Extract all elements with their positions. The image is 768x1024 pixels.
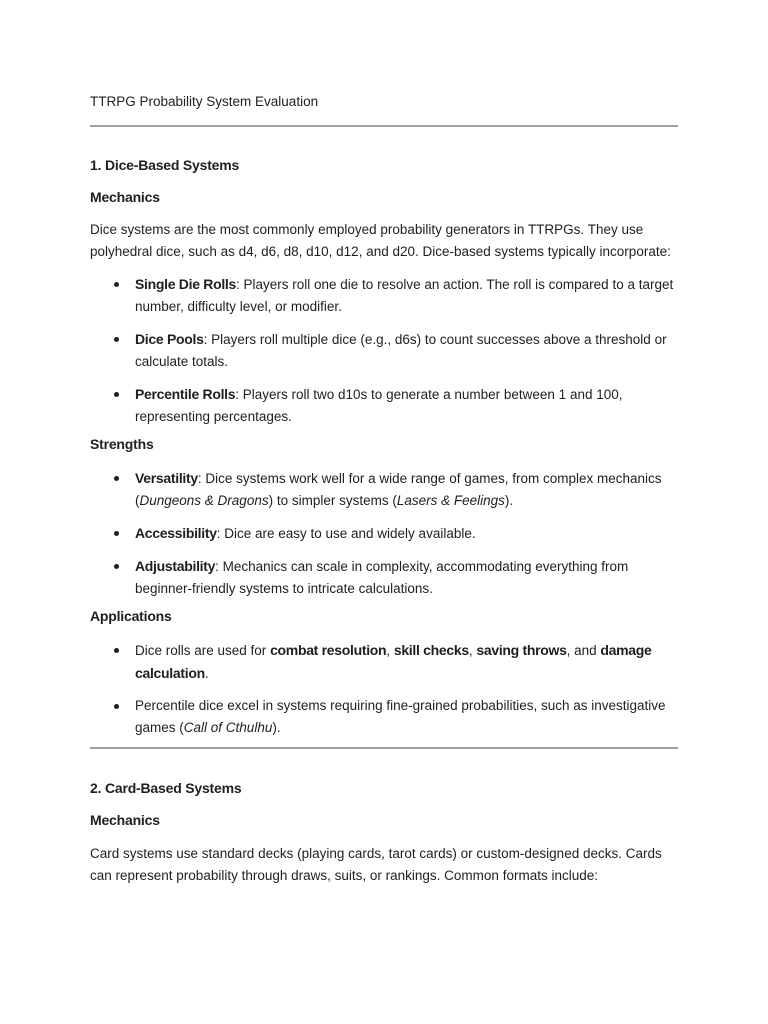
- game-title: Lasers & Feelings: [396, 493, 505, 508]
- bold-term: combat resolution: [270, 642, 387, 658]
- list-item-text: , and: [566, 643, 601, 658]
- list-item-text: : Dice systems work well for a wide range of games, from complex mechanics (: [135, 471, 662, 508]
- subheading-mechanics: Mechanics: [90, 189, 160, 205]
- card-mechanics-intro: Card systems use standard decks (playing cards, tarot cards) or custom-designed decks. Cards can represent probability through draws, suits, or rankings. Common formats include:: [90, 846, 662, 883]
- list-item-text: Percentile dice excel in systems requiring fine-grained probabilities, such as investigative games (: [135, 698, 666, 735]
- list-item-text: : Players roll two d10s to generate a number between 1 and 100, representing percentages.: [135, 387, 623, 424]
- list-item-term: Single Die Rolls: [135, 276, 236, 292]
- list-item-text: .: [204, 666, 209, 681]
- list-item-text: : Dice are easy to use and widely available.: [216, 526, 476, 541]
- game-title: Call of Cthulhu: [183, 720, 273, 735]
- dice-strengths-list: [90, 467, 678, 610]
- subheading-mechanics: Mechanics: [90, 812, 160, 828]
- list-item: [90, 555, 678, 600]
- game-title: Dungeons & Dragons: [139, 493, 269, 508]
- list-item-term: Accessibility: [135, 525, 217, 541]
- list-item: [90, 695, 678, 739]
- list-item: [90, 639, 678, 685]
- dice-mechanics-intro: Dice systems are the most commonly employed probability generators in TTRPGs. They use polyhedral dice, such as d4, d6, d8, d10, d12, and d20. Dice-based systems typically incorporate:: [90, 222, 671, 259]
- dice-mechanics-list: [90, 273, 678, 438]
- list-item: [90, 383, 678, 428]
- list-item-term: Dice Pools: [135, 331, 204, 347]
- list-item: [90, 328, 678, 373]
- section-divider: [90, 747, 678, 749]
- list-item-text: ,: [386, 643, 394, 658]
- document-title: TTRPG Probability System Evaluation: [90, 94, 319, 109]
- title-divider: [90, 125, 678, 127]
- list-item: [90, 522, 678, 545]
- list-item-text: ) to simpler systems (: [268, 493, 397, 508]
- section-heading-dice: 1. Dice-Based Systems: [90, 157, 240, 173]
- bold-term: saving throws: [476, 642, 567, 658]
- list-item-text: : Mechanics can scale in complexity, accommodating everything from beginner-friendly systems to intricate calculations.: [135, 559, 629, 596]
- list-item: [90, 467, 678, 512]
- dice-applications-list: [90, 639, 678, 749]
- list-item-text: Dice rolls are used for: [135, 643, 271, 658]
- list-item-text: : Players roll one die to resolve an action. The roll is compared to a target number, difficulty level, or modifier.: [135, 277, 674, 314]
- list-item-text: ).: [504, 493, 514, 508]
- list-item-text: : Players roll multiple dice (e.g., d6s) to count successes above a threshold or calculate totals.: [135, 332, 667, 369]
- list-item: [90, 273, 678, 318]
- list-item-term: Versatility: [135, 470, 198, 486]
- list-item-term: Percentile Rolls: [135, 386, 236, 402]
- list-item-term: Adjustability: [135, 558, 216, 574]
- subheading-strengths: Strengths: [90, 436, 154, 452]
- list-item-text: ).: [272, 720, 281, 735]
- subheading-applications: Applications: [90, 608, 172, 624]
- bold-term: damage calculation: [135, 642, 652, 681]
- bold-term: skill checks: [393, 642, 469, 658]
- list-item-text: ,: [468, 643, 477, 658]
- section-heading-cards: 2. Card-Based Systems: [90, 780, 242, 796]
